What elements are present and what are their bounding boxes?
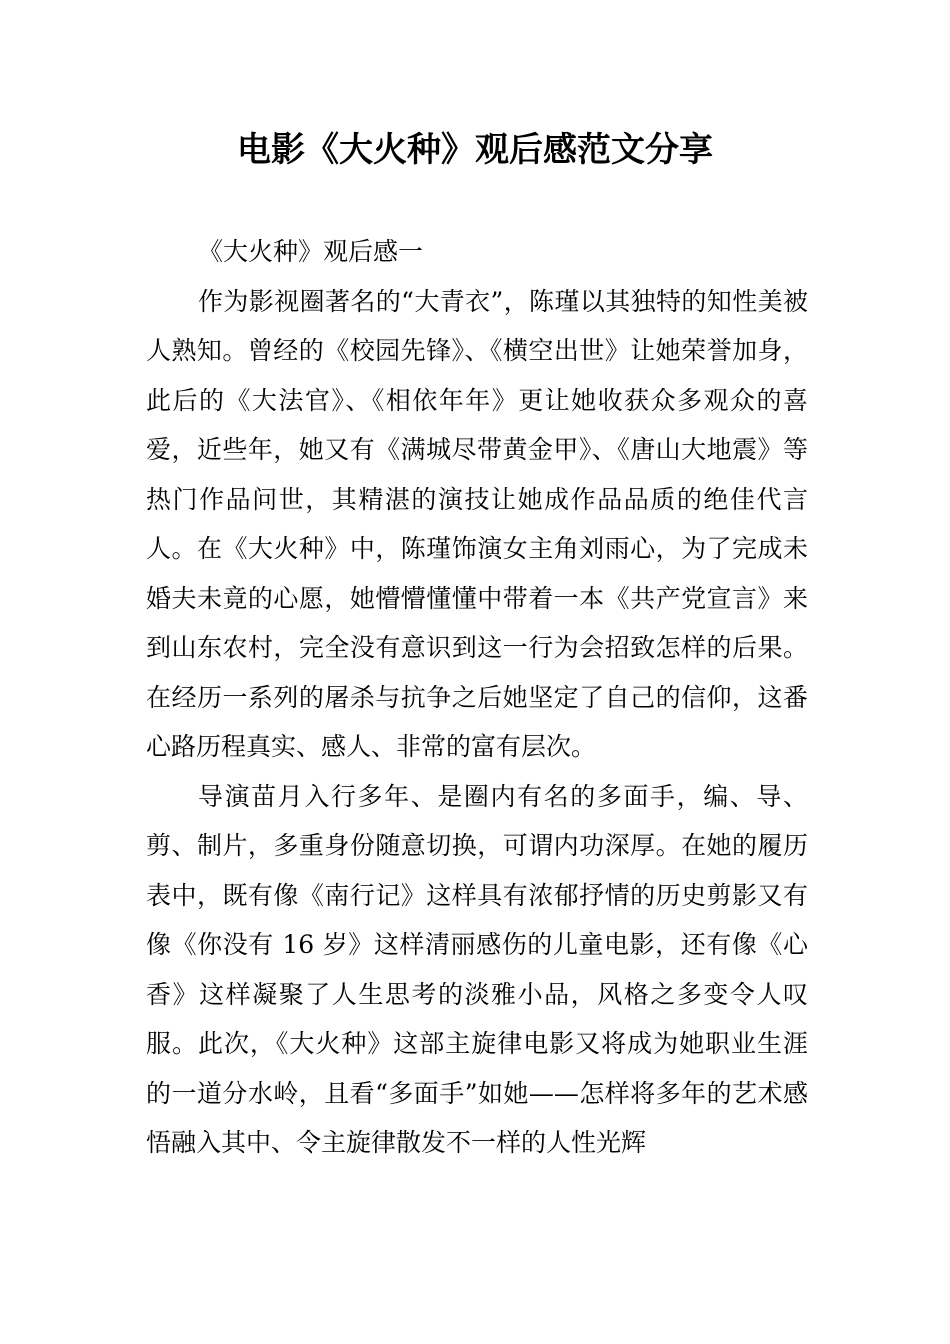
document-title: 电影《大火种》观后感范文分享 (237, 130, 713, 170)
document-body (146, 227, 808, 1168)
section-heading: 《大火种》观后感一 (198, 237, 424, 266)
paragraph: 导演苗月入行多年、是圈内有名的多面手，编、导、剪、制片，多重身份随意切换，可谓内功深厚。在她的履历表中，既有像《南行记》这样具有浓郁抒情的历史剪影又有像《你没有 16 岁》这样清丽感伤的儿童电影，还有像《心香》这样凝聚了人生思考的淡雅小品，风格之多变令人叹服。此次，《大火种》这部主旋律电影又将成为她职业生涯的一道分水岭，且看“多面手”如她——怎样将多年的艺术感悟融入其中、令主旋律散发不一样的人性光辉 (146, 781, 808, 1157)
paragraph: 作为影视圈著名的“大青衣”，陈瑾以其独特的知性美被人熟知。曾经的《校园先锋》、《横空出世》让她荣誉加身，此后的《大法官》、《相依年年》更让她收获众多观众的喜爱，近些年，她又有《满城尽带黄金甲》、《唐山大地震》等热门作品问世，其精湛的演技让她成作品品质的绝佳代言人。在《大火种》中，陈瑾饰演女主角刘雨心，为了完成未婚夫未竟的心愿，她懵懵懂懂中带着一本《共产党宣言》来到山东农村，完全没有意识到这一行为会招致怎样的后果。在经历一系列的屠杀与抗争之后她坚定了自己的信仰，这番心路历程真实、感人、非常的富有层次。 (146, 286, 808, 761)
